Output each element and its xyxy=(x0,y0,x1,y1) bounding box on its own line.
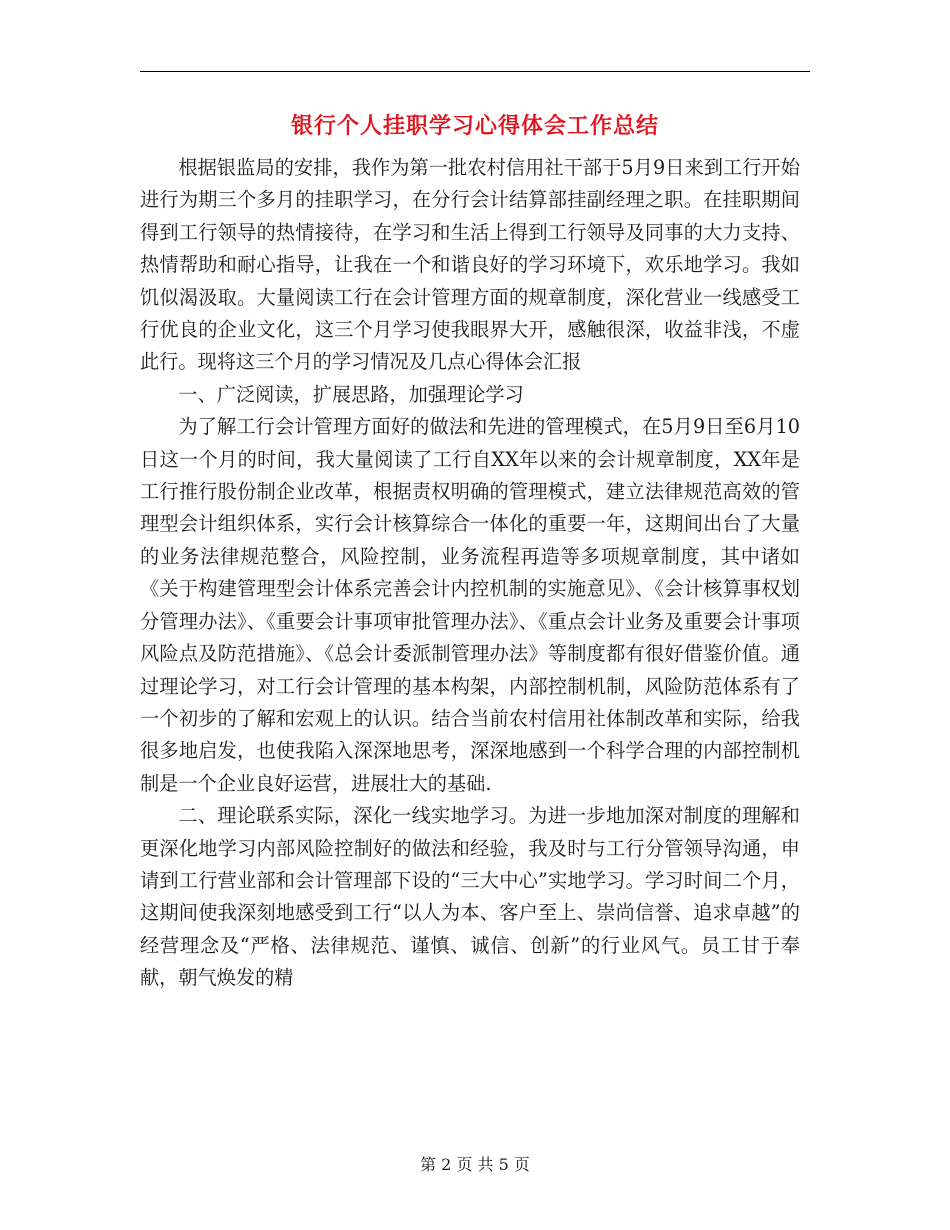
document-title: 银行个人挂职学习心得体会工作总结 xyxy=(290,113,659,139)
paragraph-section-2: 二、理论联系实际，深化一线实地学习。为进一步地加深对制度的理解和更深化地学习内部风险控制好的做法和经验，我及时与工行分管领导沟通，申请到工行营业部和会计管理部下设的“三大中心”实地学习。学习时间二个月，这期间使我深刻地感受到工行“以人为本、客户至上、崇尚信誉、追求卓越”的经营理念及“严格、法律规范、谨慎、诚信、创新”的行业风气。员工甘于奉献，朝气焕发的精 xyxy=(140,804,800,990)
paragraph-intro: 根据银监局的安排，我作为第一批农村信用社干部于5月9日来到工行开始进行为期三个多月的挂职学习，在分行会计结算部挂副经理之职。在挂职期间得到工行领导的热情接待，在学习和生活上得到工行领导及同事的大力支持、热情帮助和耐心指导，让我在一个和谐良好的学习环境下，欢乐地学习。我如饥似渴汲取。大量阅读工行在会计管理方面的规章制度，深化营业一线感受工行优良的企业文化，这三个月学习使我眼界大开，感触很深，收益非浅，不虚此行。现将这三个月的学习情况及几点心得体会汇报 xyxy=(140,156,800,374)
header-rule xyxy=(140,71,810,72)
paragraph-section-1: 为了解工行会计管理方面好的做法和先进的管理模式，在5月9日至6月10日这一个月的时间，我大量阅读了工行自XX年以来的会计规章制度，XX年是工行推行股份制企业改革，根据责权明确的管理模式，建立法律规范高效的管理型会计组织体系，实行会计核算综合一体化的重要一年，这期间出台了大量的业务法律规范整合，风险控制，业务流程再造等多项规章制度，其中诸如《关于构建管理型会计体系完善会计内控机制的实施意见》、《会计核算事权划分管理办法》、《重要会计事项审批管理办法》、《重点会计业务及重要会计事项风险点及防范措施》、《总会计委派制管理办法》等制度都有很好借鉴价值。通过理论学习，对工行会计管理的基本构架，内部控制机制，风险防范体系有了一个初步的了解和宏观上的认识。结合当前农村信用社体制改革和实际，给我很多地启发，也使我陷入深深地思考，深深地感到一个科学合理的内部控制机制是一个企业良好运营，进展壮大的基础. xyxy=(140,415,800,795)
document-body xyxy=(140,152,800,995)
page-number-footer: 第 2 页 共 5 页 xyxy=(420,1155,530,1174)
section-heading-1: 一、广泛阅读，扩展思路，加强理论学习 xyxy=(178,382,524,406)
